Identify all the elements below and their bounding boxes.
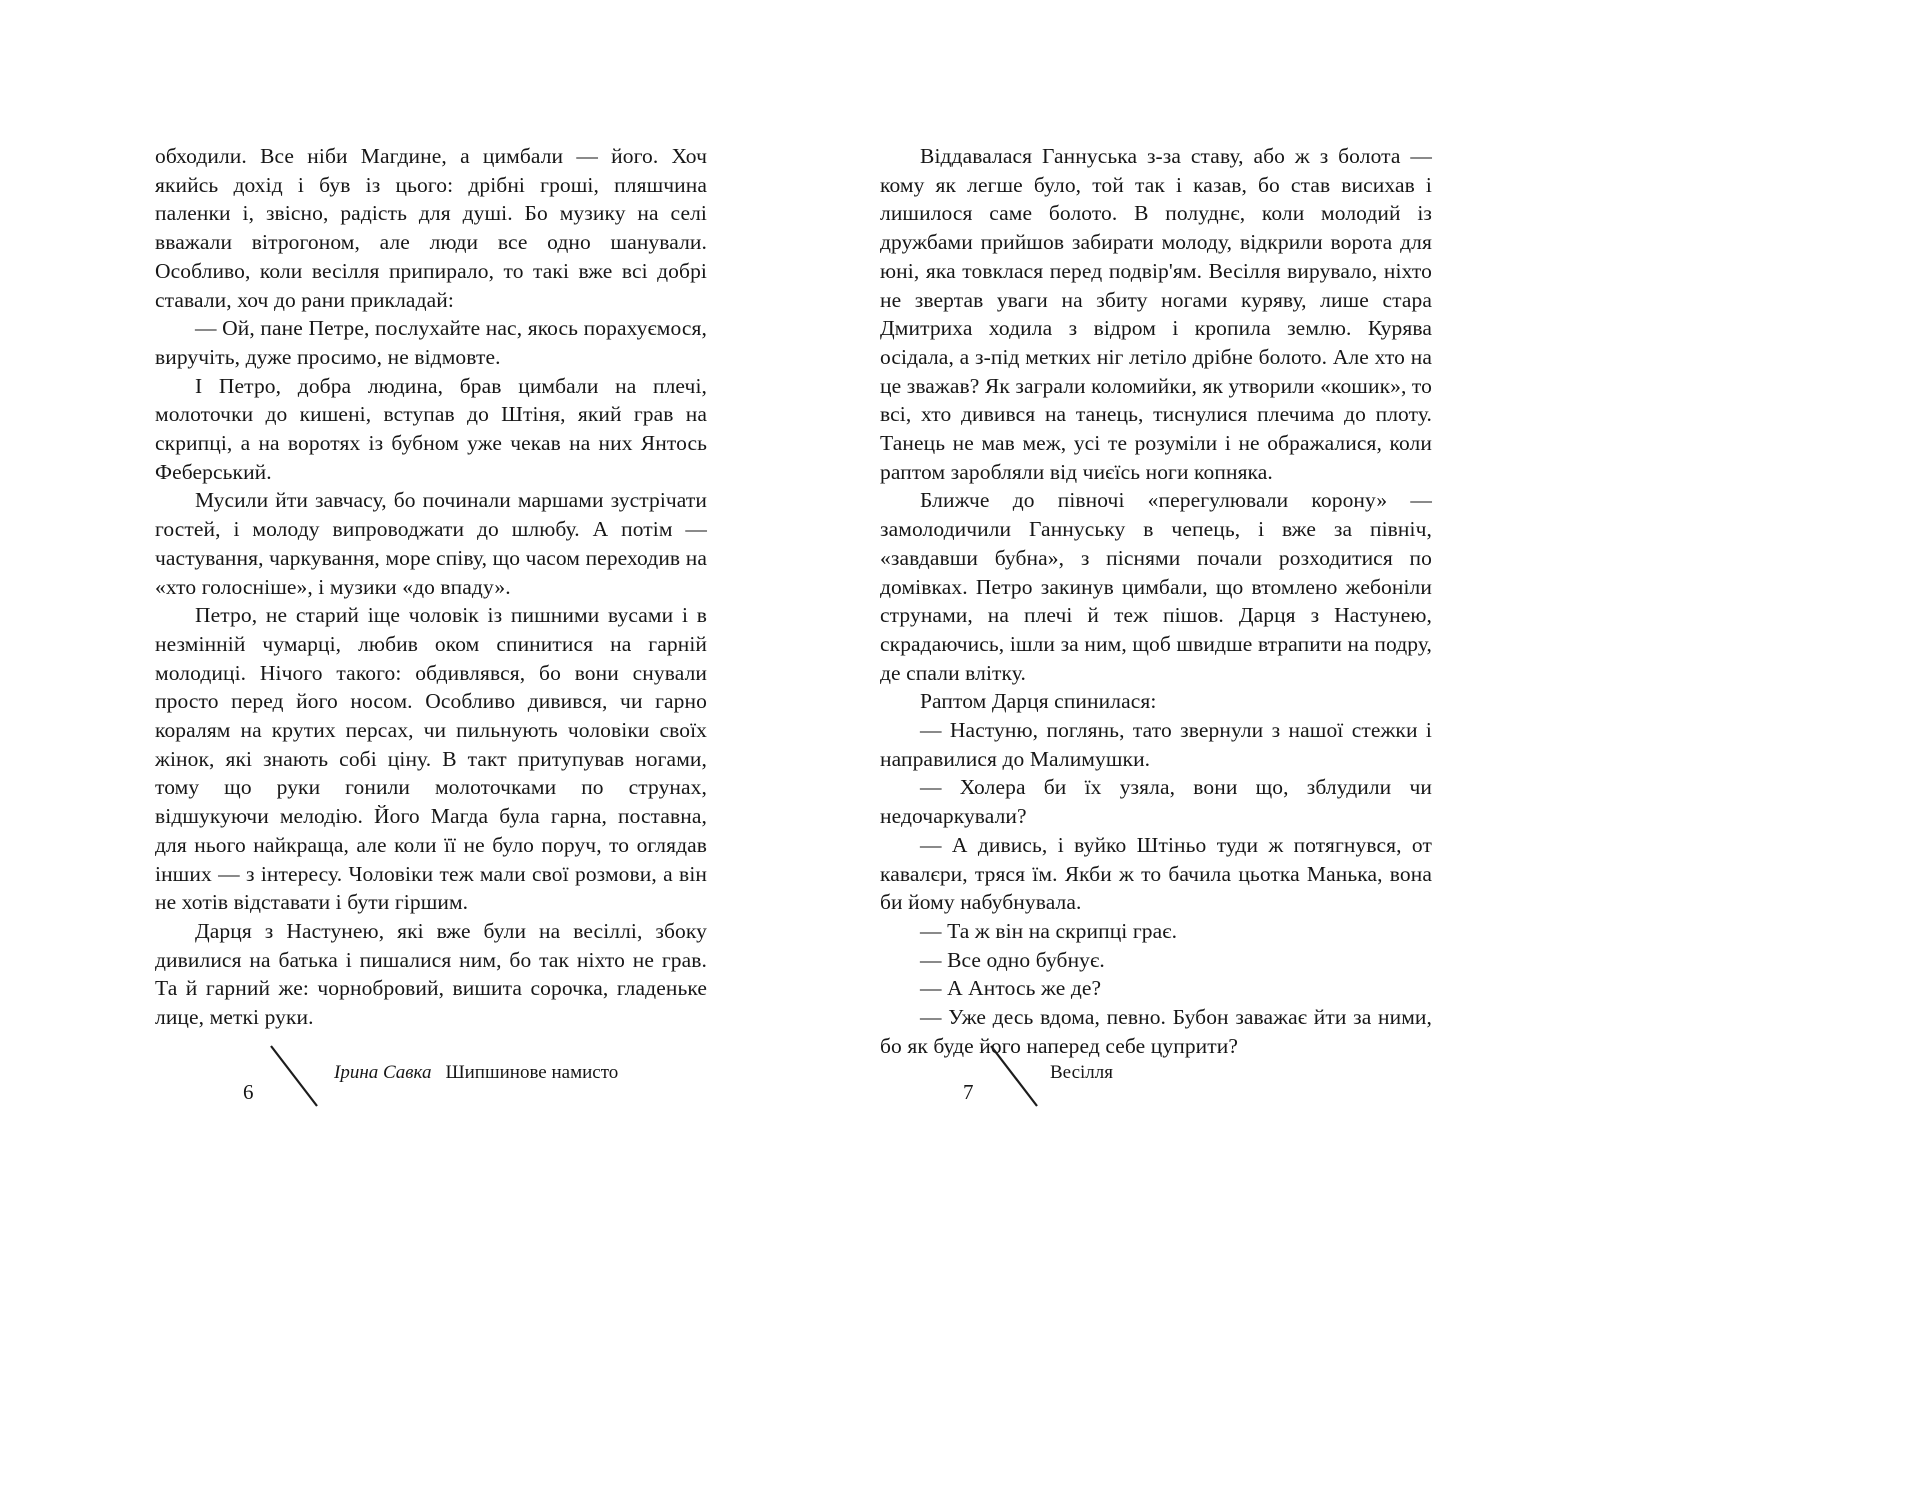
paragraph: — Все одно бубнує. [920, 947, 1105, 972]
paragraph: Дарця з Настунею, які вже були на весіллі, збоку дивилися на батька і пишалися ним, бо так ніхто не грав. Та й гарний же: чорнобровий, вишита сорочка, гладеньке лице, меткі руки. [155, 918, 707, 1030]
paragraph: Мусили йти завчасу, бо починали маршами зустрічати гостей, і молоду випроводжати до шлюбу. А потім —частування, чаркування, море співу, що часом переходив на «хто голосніше», і музики «до впаду». [155, 488, 707, 599]
paragraph: — Уже десь вдома, певно. Бубон заважає йти за ними, бо як буде його наперед себе цуприти? [880, 1005, 1432, 1058]
chapter-title: Весілля [1050, 1062, 1113, 1083]
page-number-left: 6 [243, 1080, 254, 1104]
paragraph: — А Антось же де? [920, 976, 1102, 1001]
right-page-text [880, 142, 1432, 1061]
book-title: Шипшинове намисто [445, 1062, 619, 1083]
running-title-left [334, 1062, 618, 1084]
running-title-right [1050, 1062, 1113, 1084]
paragraph: Ближче до півночі «перегулювали корону» — замолодичили Ганнуську в чепець, і вже за північ, «завдавши бубна», з піснями почали розходитися по домівках. Петро закинув цимбали, що втомлено жебоніли струнами, на плечі й теж пішов. Дарця з Настунею, скрадаючись, ішли за ним, щоб швидше втрапити на подру, де спали влітку. [880, 488, 1432, 685]
paragraph: — Та ж він на скрипці грає. [920, 918, 1178, 943]
paragraph: — Настуню, поглянь, тато звернули з нашої стежки і направилися до Малимушки. [880, 718, 1432, 771]
paragraph: — Ой, пане Петре, послухайте нас, якось порахуємося, виручіть, дуже просимо, не відмовте. [155, 316, 707, 369]
paragraph: Віддавалася Ганнуська з-за ставу, або ж з болота — кому як легше було, той так і казав, бо став висихав і лишилося саме болото. В полуднє, коли молодий із дружбами прийшов забирати молоду, відкрили ворота для юні, яка товклася перед подвір'ям. Весілля вирувало, ніхто не звертав уваги на збиту ногами куряву, лише стара Дмитриха ходила з відром і кропила землю. Курява осідала, а з-під метких ніг летіло дрібне болото. Але хто на це зважав? Як заграли коломийки, як утворили «кошик», то всі, хто дивився на танець, тиснулися плечима до плоту. Танець не мав меж, усі те розуміли і не ображалися, коли раптом заробляли від чиєїсь ноги копняка. [880, 144, 1432, 484]
paragraph: І Петро, добра людина, брав цимбали на плечі, молоточки до кишені, вступав до Штіня, який грав на скрипці, а на воротях із бубном уже чекав на них Янтось Феберський. [155, 373, 707, 484]
paragraph: обходили. Все ніби Магдине, а цимбали — його. Хоч якийсь дохід і був із цього: дрібні гроші, пляшчина паленки і, звісно, радість для душі. Бо музику на селі вважали вітрогоном, але люди все одно шанували. Особливо, коли весілля припирало, то такі вже всі добрі ставали, хоч до рани прикладай: [155, 144, 707, 312]
paragraph: — Холера би їх узяла, вони що, зблудили чи недочаркували? [880, 775, 1432, 829]
footer-slash-icon [266, 1044, 322, 1108]
paragraph: — А дивись, і вуйко Штіньо туди ж потягнувся, от кавалєри, тряся їм. Якби ж то бачила цьотка Манька, вона би йому набубнувала. [880, 832, 1432, 915]
paragraph: Петро, не старий іще чоловік із пишними вусами і в незмінній чумарці, любив оком спинитися на гарній молодиці. Нічого такого: обдивлявся, бо вони снували просто перед його носом. Особливо дивився, чи гарно коралям на крутих персах, чи пильнують чоловіки своїх жінок, які знають собі ціну. В такт притупував ногами, тому що руки гонили молоточками по струнах, відшукуючи мелодію. Його Магда була гарна, поставна, для нього найкраща, але коли її не було поруч, то оглядав інших — з інтересу. Чоловіки теж мали свої розмови, а він не хотів відставати і бути гіршим. [155, 603, 707, 915]
footer-slash-icon [986, 1044, 1042, 1108]
page-number-right: 7 [963, 1080, 974, 1104]
paragraph: Раптом Дарця спинилася: [920, 689, 1157, 714]
author-name: Ірина Савка [334, 1062, 432, 1083]
left-page-text [155, 142, 707, 1032]
